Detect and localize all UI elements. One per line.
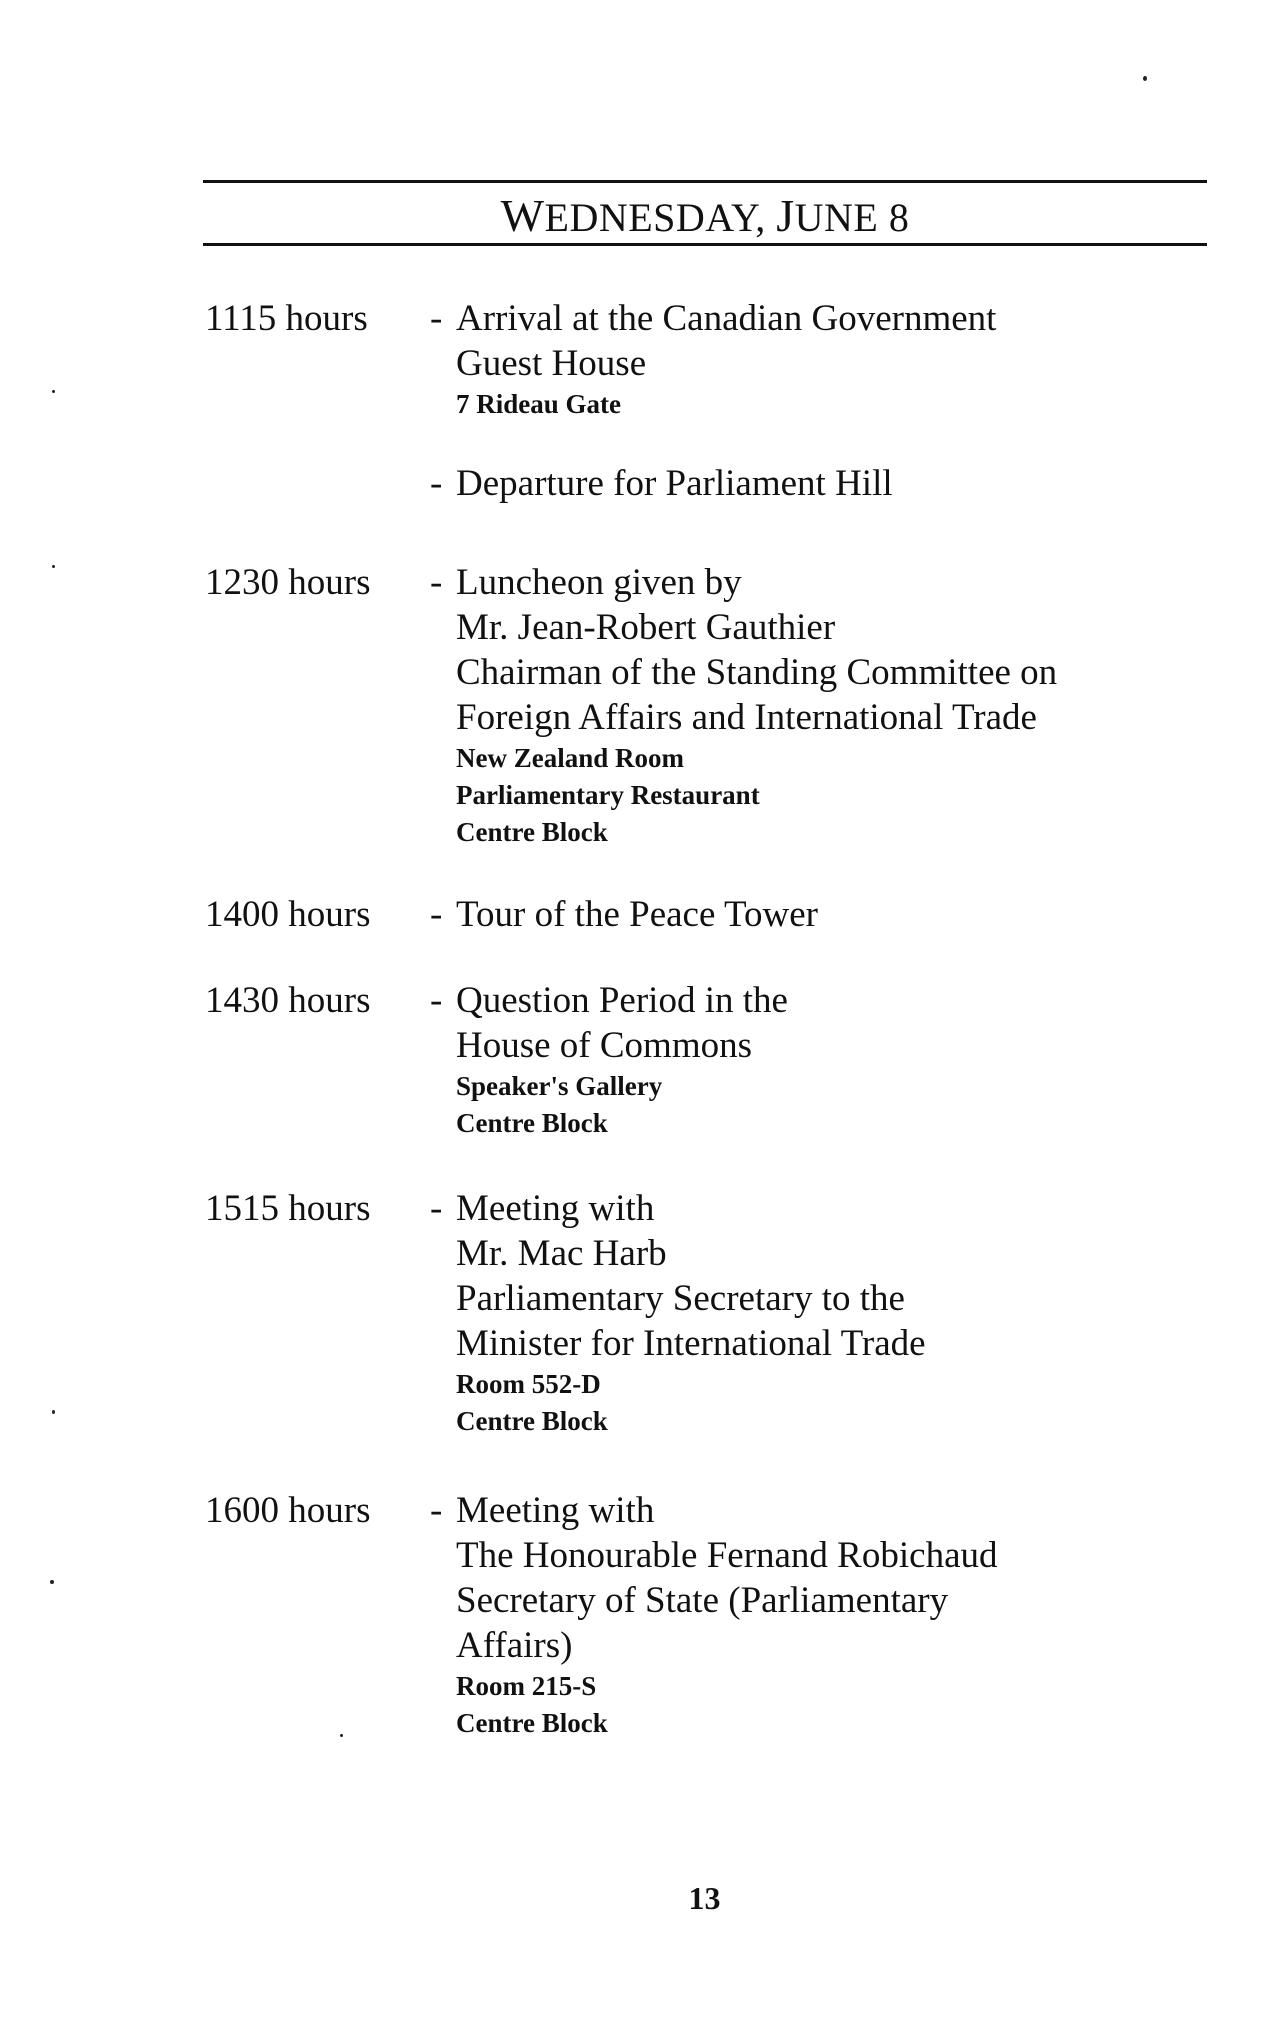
- item-location-line: New Zealand Room: [456, 743, 684, 773]
- item-location-line: Centre Block: [456, 1108, 608, 1138]
- item-description-line: Affairs): [456, 1625, 573, 1666]
- entry-item: [430, 560, 1205, 851]
- item-description-line: The Honourable Fernand Robichaud: [456, 1535, 998, 1576]
- item-description-line: Arrival at the Canadian Government: [456, 298, 997, 339]
- scan-speck: [52, 1410, 55, 1414]
- item-location-line: Centre Block: [456, 1708, 608, 1738]
- entry-details: [430, 296, 1205, 506]
- schedule-entry: [205, 296, 1205, 506]
- entry-details: [430, 560, 1205, 851]
- item-location-line: 7 Rideau Gate: [456, 389, 621, 419]
- item-description-line: Secretary of State (Parliamentary: [456, 1580, 949, 1621]
- schedule-entry: [205, 978, 1205, 1142]
- item-description-line: Meeting with: [456, 1188, 655, 1229]
- entry-time: 1230 hours: [205, 562, 371, 603]
- item-description-line: Luncheon given by: [456, 562, 742, 603]
- item-description-line: Mr. Jean-Robert Gauthier: [456, 607, 836, 648]
- entry-item: [430, 978, 1205, 1142]
- scan-speck: [52, 565, 55, 568]
- item-description-line: Parliamentary Secretary to the: [456, 1278, 905, 1319]
- entry-details: [430, 1186, 1205, 1440]
- item-dash: -: [430, 1188, 443, 1229]
- entry-details: [430, 978, 1205, 1142]
- item-location-line: Speaker's Gallery: [456, 1071, 663, 1101]
- entry-item: [430, 1488, 1205, 1742]
- entry-time: 1115 hours: [205, 298, 368, 339]
- item-dash: -: [430, 463, 443, 504]
- item-dash: -: [430, 980, 443, 1021]
- entry-time: 1430 hours: [205, 980, 371, 1021]
- item-dash: -: [430, 298, 443, 339]
- item-description-line: Minister for International Trade: [456, 1323, 926, 1364]
- item-location-line: Centre Block: [456, 817, 608, 847]
- entry-item: [430, 296, 1205, 423]
- item-location-line: Centre Block: [456, 1406, 608, 1436]
- entry-details: [430, 892, 1205, 937]
- scan-speck: [340, 1734, 343, 1737]
- schedule-entry: [205, 1488, 1205, 1742]
- entry-item: [430, 892, 1205, 937]
- item-description-line: House of Commons: [456, 1025, 752, 1066]
- item-description-line: Chairman of the Standing Committee on: [456, 652, 1058, 693]
- item-dash: -: [430, 894, 443, 935]
- item-description-line: Guest House: [456, 343, 647, 384]
- page-number: 13: [688, 1880, 721, 1916]
- entry-time: 1515 hours: [205, 1188, 371, 1229]
- item-description-line: Tour of the Peace Tower: [456, 894, 818, 935]
- item-location-line: Room 552-D: [456, 1369, 601, 1399]
- heading-initial-j: J: [776, 190, 795, 241]
- scan-speck: [1143, 76, 1147, 81]
- schedule-entry: [205, 892, 1205, 937]
- heading-part-date: UNE 8: [794, 195, 910, 240]
- item-location-line: Parliamentary Restaurant: [456, 780, 760, 810]
- item-description-line: Foreign Affairs and International Trade: [456, 697, 1037, 738]
- heading-initial-w: W: [500, 190, 545, 241]
- item-description-line: Departure for Parliament Hill: [456, 463, 893, 504]
- item-dash: -: [430, 562, 443, 603]
- schedule-entry: [205, 560, 1205, 851]
- heading-part-weekday: EDNESDAY,: [544, 195, 777, 240]
- scan-speck: [52, 390, 55, 393]
- item-description-line: Meeting with: [456, 1490, 655, 1531]
- item-description-line: Question Period in the: [456, 980, 788, 1021]
- entry-time: 1600 hours: [205, 1490, 371, 1531]
- schedule-entry: [205, 1186, 1205, 1440]
- entry-item: [430, 461, 1205, 506]
- entry-time: 1400 hours: [205, 894, 371, 935]
- scan-speck: [50, 1580, 54, 1584]
- item-description-line: Mr. Mac Harb: [456, 1233, 667, 1274]
- entry-item: [430, 1186, 1205, 1440]
- item-dash: -: [430, 1490, 443, 1531]
- entry-details: [430, 1488, 1205, 1742]
- item-location-line: Room 215-S: [456, 1671, 597, 1701]
